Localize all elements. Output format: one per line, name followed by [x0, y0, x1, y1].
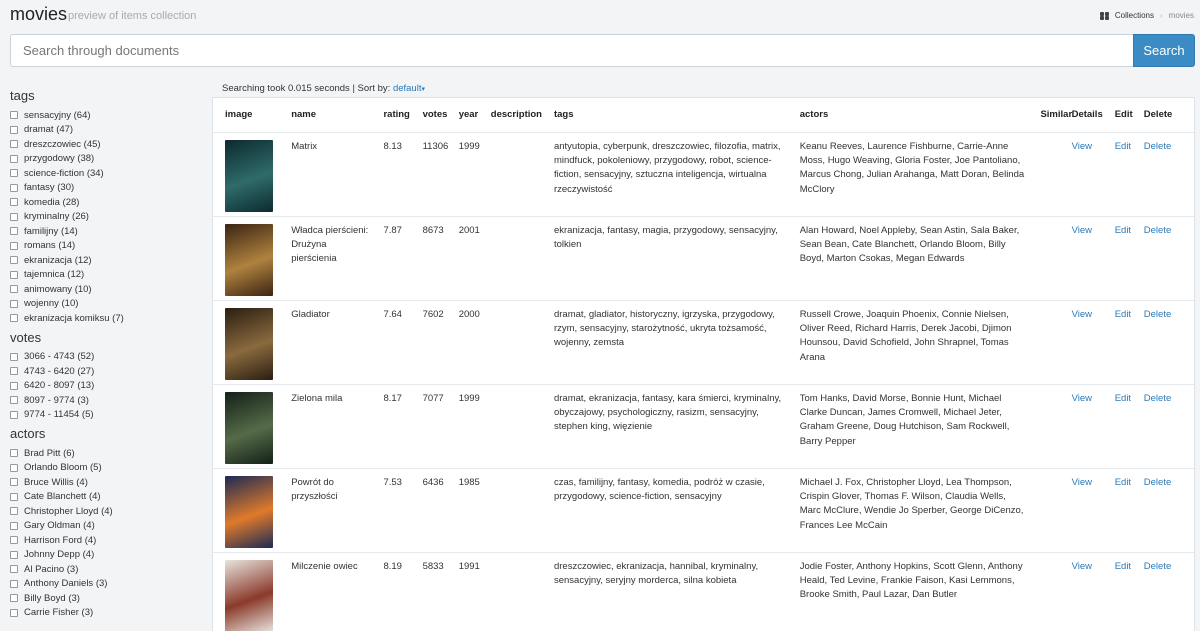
- sort-dropdown[interactable]: default▾: [392, 83, 425, 94]
- caret-down-icon: ▾: [421, 86, 425, 93]
- cell-name-text: Milczenie owiec: [291, 560, 358, 572]
- cell-tags: [542, 468, 788, 552]
- cell-year: [447, 300, 479, 384]
- edit-link-text[interactable]: Edit: [1114, 308, 1132, 320]
- facets-sidebar: [10, 86, 205, 631]
- delete-link[interactable]: [1144, 132, 1194, 216]
- cell-description: [479, 132, 542, 216]
- facet-checkbox[interactable]: [10, 227, 18, 235]
- cell-rating-text: 8.13: [383, 140, 402, 152]
- cell-year-text: 1985: [458, 476, 480, 488]
- cell-tags: [542, 552, 788, 631]
- edit-link[interactable]: [1115, 300, 1144, 384]
- facet-option-label: 4743 - 6420 (27): [24, 365, 95, 377]
- cell-actors: [788, 300, 1029, 384]
- search-button[interactable]: Search: [1133, 34, 1195, 67]
- facet-option[interactable]: [10, 408, 205, 423]
- facet-checkbox[interactable]: [10, 140, 18, 148]
- cell-name-text: Gladiator: [291, 308, 330, 320]
- column-header-similar: Similar: [1028, 98, 1071, 132]
- cell-similar: [1028, 384, 1071, 468]
- page-header: [0, 0, 1200, 32]
- cell-year-text: 2000: [458, 308, 480, 320]
- cell-description: [479, 468, 542, 552]
- view-link[interactable]: [1072, 132, 1115, 216]
- edit-link-text[interactable]: Edit: [1114, 140, 1132, 152]
- cell-image: [213, 468, 279, 552]
- cell-description: [479, 300, 542, 384]
- facet-option-label: komedia (28): [24, 196, 80, 208]
- cell-similar: [1028, 216, 1071, 300]
- cell-tags: [542, 300, 788, 384]
- facet-option[interactable]: [10, 393, 205, 408]
- cell-name: [279, 468, 371, 552]
- facet-checkbox[interactable]: [10, 367, 18, 375]
- facet-option-label: ekranizacja komiksu (7): [24, 312, 124, 324]
- facet-checkbox[interactable]: [10, 126, 18, 134]
- facet-checkbox[interactable]: [10, 536, 18, 544]
- cell-name-text: Matrix: [291, 140, 318, 152]
- facet-option[interactable]: [10, 364, 205, 379]
- cell-tags: [542, 132, 788, 216]
- page-subtitle: preview of items collection: [68, 10, 197, 22]
- search-summary: Searching took 0.015 seconds | Sort by:: [222, 83, 391, 94]
- search-input[interactable]: [10, 34, 1133, 67]
- facet-checkbox[interactable]: [10, 396, 18, 404]
- edit-link[interactable]: [1115, 216, 1144, 300]
- facet-checkbox[interactable]: [10, 285, 18, 293]
- cell-tags-text: dramat, gladiator, historyczny, igrzyska, przygodowy, rzym, sensacyjny, starożytność, ukryta tożsamość, wojenny, zemsta: [553, 308, 775, 349]
- cell-votes-text: 7602: [422, 308, 444, 320]
- facet-checkbox[interactable]: [10, 507, 18, 515]
- search-bar: [10, 34, 1195, 67]
- cell-tags-text: dramat, ekranizacja, fantasy, kara śmierci, kryminalny, obyczajowy, psychologiczny, rasizm, sensacyjny, stephen king, więzienie: [553, 392, 782, 433]
- cell-image: [213, 132, 279, 216]
- cell-image: [213, 552, 279, 631]
- facet-option-label: przygodowy (38): [24, 153, 95, 165]
- facet-option-label: wojenny (10): [24, 298, 79, 310]
- cell-name: [279, 132, 371, 216]
- facet-checkbox[interactable]: [10, 314, 18, 322]
- cell-actors: [788, 552, 1029, 631]
- cell-year-text: 1991: [458, 560, 480, 572]
- facet-option-label: Brad Pitt (6): [24, 447, 75, 459]
- cell-actors: [788, 216, 1029, 300]
- movie-poster: [225, 140, 273, 212]
- facet-option[interactable]: [10, 253, 205, 268]
- cell-similar: [1028, 468, 1071, 552]
- facet-option[interactable]: [10, 446, 205, 461]
- cell-votes-text: 6436: [422, 476, 444, 488]
- facet-option-label: kryminalny (26): [24, 211, 89, 223]
- facet-checkbox[interactable]: [10, 213, 18, 221]
- facet-checkbox[interactable]: [10, 184, 18, 192]
- cell-tags: [542, 216, 788, 300]
- cell-rating-text: 8.17: [383, 392, 402, 404]
- view-link-text[interactable]: View: [1071, 392, 1092, 404]
- facet-option-label: sensacyjny (64): [24, 109, 91, 121]
- facet-checkbox[interactable]: [10, 464, 18, 472]
- facet-list-tags: [10, 108, 205, 326]
- results-table: [213, 98, 1194, 631]
- facet-checkbox[interactable]: [10, 609, 18, 617]
- facet-option[interactable]: [10, 475, 205, 490]
- edit-link-text[interactable]: Edit: [1114, 224, 1132, 236]
- facet-checkbox[interactable]: [10, 478, 18, 486]
- results-panel: [212, 97, 1195, 631]
- cell-actors: [788, 384, 1029, 468]
- view-link[interactable]: [1072, 216, 1115, 300]
- view-link-text[interactable]: View: [1071, 560, 1092, 572]
- cell-year: [447, 384, 479, 468]
- cell-name: [279, 552, 371, 631]
- column-header-name: name: [279, 98, 371, 132]
- cell-votes-text: 5833: [422, 560, 444, 572]
- facet-option-label: Johnny Depp (4): [24, 549, 95, 561]
- cell-tags-text: ekranizacja, fantasy, magia, przygodowy, sensacyjny, tolkien: [553, 224, 778, 250]
- facet-option[interactable]: [10, 166, 205, 181]
- facet-option-label: 3066 - 4743 (52): [24, 351, 95, 363]
- facet-option[interactable]: [10, 548, 205, 563]
- cell-rating: [371, 384, 410, 468]
- facet-list-actors: [10, 446, 205, 620]
- facet-checkbox[interactable]: [10, 522, 18, 530]
- edit-link-text[interactable]: Edit: [1114, 476, 1132, 488]
- cell-year: [447, 552, 479, 631]
- facet-option[interactable]: [10, 152, 205, 167]
- column-header-actors: actors: [788, 98, 1029, 132]
- table-row: [213, 132, 1194, 216]
- facet-option[interactable]: [10, 591, 205, 606]
- cell-tags: [542, 384, 788, 468]
- facet-option[interactable]: [10, 533, 205, 548]
- facet-option[interactable]: [10, 379, 205, 394]
- edit-link-text[interactable]: Edit: [1114, 392, 1132, 404]
- delete-link[interactable]: [1144, 216, 1194, 300]
- cell-similar: [1028, 300, 1071, 384]
- movie-poster: [225, 308, 273, 380]
- facet-option-label: dramat (47): [24, 124, 74, 136]
- cell-year: [447, 468, 479, 552]
- edit-link[interactable]: [1115, 384, 1144, 468]
- facet-checkbox[interactable]: [10, 594, 18, 602]
- delete-link[interactable]: [1144, 468, 1194, 552]
- facet-option-label: tajemnica (12): [24, 269, 85, 281]
- facet-checkbox[interactable]: [10, 300, 18, 308]
- facet-option-label: ekranizacja (12): [24, 254, 92, 266]
- facet-checkbox[interactable]: [10, 111, 18, 119]
- delete-link[interactable]: [1144, 552, 1194, 631]
- breadcrumb-collections[interactable]: Collections: [1114, 11, 1154, 20]
- breadcrumb-current: movies: [1168, 11, 1194, 20]
- facet-checkbox[interactable]: [10, 382, 18, 390]
- facet-option[interactable]: [10, 123, 205, 138]
- facet-option-label: Anthony Daniels (3): [24, 578, 108, 590]
- facet-option[interactable]: [10, 504, 205, 519]
- facet-option[interactable]: [10, 282, 205, 297]
- cell-tags-text: dreszczowiec, ekranizacja, hannibal, kryminalny, sensacyjny, seryjny morderca, silna kobieta: [553, 560, 759, 586]
- facet-option-label: 9774 - 11454 (5): [24, 409, 94, 421]
- facet-checkbox[interactable]: [10, 411, 18, 419]
- cell-rating: [371, 300, 410, 384]
- cell-votes: [411, 216, 447, 300]
- cell-name-text: Zielona mila: [291, 392, 343, 404]
- column-header-votes: votes: [411, 98, 447, 132]
- facet-option-label: 6420 - 8097 (13): [24, 380, 95, 392]
- cell-description: [479, 216, 542, 300]
- cell-name-text: Władca pierścieni: Drużyna pierścienia: [291, 224, 369, 265]
- cell-votes: [411, 300, 447, 384]
- cell-description: [479, 384, 542, 468]
- cell-rating-text: 7.64: [383, 308, 402, 320]
- delete-link-text[interactable]: Delete: [1143, 476, 1172, 488]
- facet-option-label: Billy Boyd (3): [24, 592, 80, 604]
- cell-rating: [371, 132, 410, 216]
- facet-checkbox[interactable]: [10, 256, 18, 264]
- cell-name: [279, 300, 371, 384]
- cell-rating: [371, 552, 410, 631]
- view-link[interactable]: [1072, 468, 1115, 552]
- cell-actors: [788, 132, 1029, 216]
- facet-option[interactable]: [10, 224, 205, 239]
- movie-poster: [225, 560, 273, 631]
- facet-option-label: fantasy (30): [24, 182, 75, 194]
- facet-option[interactable]: [10, 195, 205, 210]
- cell-votes-text: 8673: [422, 224, 444, 236]
- cell-votes: [411, 468, 447, 552]
- cell-rating-text: 7.87: [383, 224, 402, 236]
- cell-name: [279, 384, 371, 468]
- cell-votes-text: 7077: [422, 392, 444, 404]
- cell-year-text: 1999: [458, 392, 480, 404]
- view-link[interactable]: [1072, 384, 1115, 468]
- cell-year: [447, 216, 479, 300]
- cell-description: [479, 552, 542, 631]
- edit-link[interactable]: [1115, 468, 1144, 552]
- cell-votes: [411, 384, 447, 468]
- edit-link[interactable]: [1115, 132, 1144, 216]
- delete-link-text[interactable]: Delete: [1143, 392, 1172, 404]
- column-header-description: description: [479, 98, 542, 132]
- collections-icon: [1100, 12, 1109, 20]
- facet-option[interactable]: [10, 461, 205, 476]
- cell-rating-text: 7.53: [383, 476, 402, 488]
- facet-option-label: science-fiction (34): [24, 167, 104, 179]
- column-header-image: image: [213, 98, 279, 132]
- facet-option[interactable]: [10, 562, 205, 577]
- delete-link[interactable]: [1144, 300, 1194, 384]
- cell-image: [213, 300, 279, 384]
- delete-link-text[interactable]: Delete: [1143, 224, 1172, 236]
- cell-actors: [788, 468, 1029, 552]
- cell-similar: [1028, 132, 1071, 216]
- facet-option[interactable]: [10, 606, 205, 621]
- table-row: [213, 384, 1194, 468]
- movie-poster: [225, 392, 273, 464]
- facet-title-actors: actors: [10, 426, 46, 441]
- facet-option[interactable]: [10, 577, 205, 592]
- breadcrumb: [1100, 11, 1194, 20]
- view-link-text[interactable]: View: [1071, 224, 1092, 236]
- facet-checkbox[interactable]: [10, 353, 18, 361]
- cell-rating: [371, 468, 410, 552]
- facet-option[interactable]: [10, 519, 205, 534]
- facet-option[interactable]: [10, 490, 205, 505]
- column-header-rating: rating: [371, 98, 410, 132]
- column-header-edit: Edit: [1115, 98, 1144, 132]
- facet-checkbox[interactable]: [10, 493, 18, 501]
- facet-option-label: Carrie Fisher (3): [24, 607, 94, 619]
- facet-option[interactable]: [10, 311, 205, 326]
- facet-option-label: Christopher Lloyd (4): [24, 505, 113, 517]
- facet-option-label: familijny (14): [24, 225, 78, 237]
- edit-link-text[interactable]: Edit: [1114, 560, 1132, 572]
- cell-year-text: 2001: [458, 224, 480, 236]
- facet-checkbox[interactable]: [10, 155, 18, 163]
- facet-title-votes: votes: [10, 329, 42, 345]
- table-row: [213, 552, 1194, 631]
- search-meta: [222, 83, 425, 94]
- facet-option[interactable]: [10, 181, 205, 196]
- cell-actors-text: Tom Hanks, David Morse, Bonnie Hunt, Michael Clarke Duncan, James Cromwell, Michael Jeter, Graham Greene, Doug Hutchison, Sam Rockwell, Barry Pepper: [799, 392, 1010, 447]
- cell-rating: [371, 216, 410, 300]
- facet-option-label: Al Pacino (3): [24, 563, 79, 575]
- facet-option[interactable]: [10, 137, 205, 152]
- facet-checkbox[interactable]: [10, 580, 18, 588]
- cell-actors-text: Keanu Reeves, Laurence Fishburne, Carrie-Anne Moss, Hugo Weaving, Gloria Foster, Joe Pantoliano, Marcus Chong, Julian Arahanga, Matt Doran, Belinda McClory: [799, 140, 1025, 195]
- cell-rating-text: 8.19: [383, 560, 402, 572]
- delete-link-text[interactable]: Delete: [1143, 308, 1172, 320]
- cell-name-text: Powrót do przyszłości: [291, 476, 338, 502]
- cell-name: [279, 216, 371, 300]
- cell-actors-text: Jodie Foster, Anthony Hopkins, Scott Glenn, Anthony Heald, Ted Levine, Frankie Faison, Kasi Lemmons, Brooke Smith, Paul Lazar, Dan Butler: [799, 560, 1023, 601]
- facet-title-tags: tags: [10, 88, 35, 103]
- table-row: [213, 216, 1194, 300]
- cell-votes-text: 11306: [422, 140, 449, 152]
- facet-option[interactable]: [10, 268, 205, 283]
- view-link-text[interactable]: View: [1071, 476, 1092, 488]
- cell-tags-text: czas, familijny, fantasy, komedia, podróż w czasie, przygodowy, science-fiction, sensacyjny: [553, 476, 765, 502]
- delete-link-text[interactable]: Delete: [1143, 560, 1172, 572]
- cell-actors-text: Michael J. Fox, Christopher Lloyd, Lea Thompson, Crispin Glover, Thomas F. Wilson, Claudia Wells, Marc McClure, Wendie Jo Sperber, George DiCenzo, Frances Lee McCain: [799, 476, 1024, 531]
- view-link-text[interactable]: View: [1071, 308, 1092, 320]
- facet-option-label: 8097 - 9774 (3): [24, 394, 89, 406]
- facet-checkbox[interactable]: [10, 449, 18, 457]
- table-row: [213, 468, 1194, 552]
- cell-similar: [1028, 552, 1071, 631]
- cell-year-text: 1999: [458, 140, 480, 152]
- facet-checkbox[interactable]: [10, 198, 18, 206]
- movie-poster: [225, 224, 273, 296]
- table-header: [213, 98, 1194, 132]
- table-row: [213, 300, 1194, 384]
- facet-checkbox[interactable]: [10, 551, 18, 559]
- facet-checkbox[interactable]: [10, 242, 18, 250]
- facet-option-label: Gary Oldman (4): [24, 520, 95, 532]
- facet-option-label: Orlando Bloom (5): [24, 462, 102, 474]
- facet-option[interactable]: [10, 210, 205, 225]
- facet-checkbox[interactable]: [10, 169, 18, 177]
- facet-option-label: Cate Blanchett (4): [24, 491, 101, 503]
- facet-option-label: dreszczowiec (45): [24, 138, 101, 150]
- delete-link-text[interactable]: Delete: [1143, 140, 1172, 152]
- facet-option[interactable]: [10, 239, 205, 254]
- facet-checkbox[interactable]: [10, 565, 18, 573]
- facet-option-label: romans (14): [24, 240, 76, 252]
- cell-tags-text: antyutopia, cyberpunk, dreszczowiec, filozofia, matrix, mindfuck, pokoleniowy, przygodowy, robot, science-fiction, sensacyjny, sztuczna inteligencja, wirtualna rzeczywistość: [553, 140, 781, 195]
- column-header-details: Details: [1072, 98, 1115, 132]
- edit-link[interactable]: [1115, 552, 1144, 631]
- facet-option-label: Harrison Ford (4): [24, 534, 97, 546]
- cell-actors-text: Russell Crowe, Joaquin Phoenix, Connie Nielsen, Oliver Reed, Richard Harris, Derek Jacobi, Djimon Hounsou, David Schofield, John Shrapnel, Tomas Arana: [799, 308, 1012, 363]
- view-link[interactable]: [1072, 552, 1115, 631]
- facet-option[interactable]: [10, 108, 205, 123]
- column-header-year: year: [447, 98, 479, 132]
- delete-link[interactable]: [1144, 384, 1194, 468]
- breadcrumb-separator: ›: [1159, 11, 1163, 20]
- cell-image: [213, 384, 279, 468]
- column-header-tags: tags: [542, 98, 788, 132]
- column-header-delete: Delete: [1144, 98, 1194, 132]
- view-link-text[interactable]: View: [1071, 140, 1092, 152]
- movie-poster: [225, 476, 273, 548]
- facet-option[interactable]: [10, 350, 205, 365]
- facet-option-label: animowany (10): [24, 283, 92, 295]
- cell-votes: [411, 132, 447, 216]
- cell-year: [447, 132, 479, 216]
- cell-votes: [411, 552, 447, 631]
- facet-checkbox[interactable]: [10, 271, 18, 279]
- view-link[interactable]: [1072, 300, 1115, 384]
- cell-actors-text: Alan Howard, Noel Appleby, Sean Astin, Sala Baker, Sean Bean, Cate Blanchett, Orlando Bloom, Billy Boyd, Marton Csokas, Megan Edwards: [799, 224, 1020, 265]
- facet-list-votes: [10, 350, 205, 423]
- cell-image: [213, 216, 279, 300]
- facet-option-label: Bruce Willis (4): [24, 476, 88, 488]
- facet-option[interactable]: [10, 297, 205, 312]
- page-title: movies: [10, 4, 68, 24]
